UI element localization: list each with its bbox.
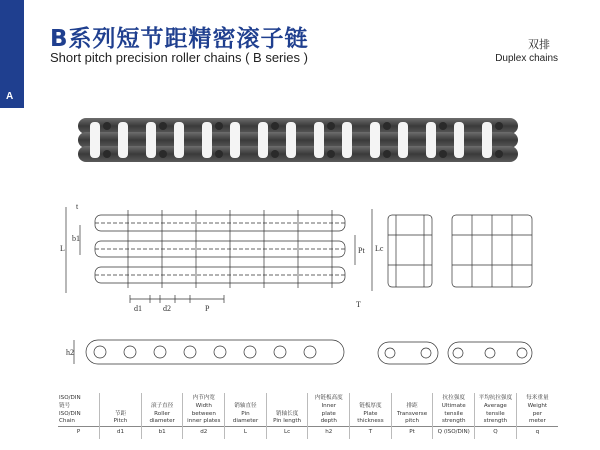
column-header [266, 393, 308, 427]
column-header-line: 链板厚度 [359, 402, 382, 409]
column-header-line: 节距 [114, 410, 127, 417]
column-symbol: Q (ISO/DIN) [433, 427, 475, 440]
symbol-row [58, 427, 558, 440]
column-header-line: meter [528, 418, 546, 425]
technical-drawing [0, 195, 600, 390]
column-header-line: inner plates [187, 418, 221, 425]
column-header-line: strength [441, 418, 466, 425]
column-header-line: ISO/DIN [59, 410, 81, 417]
column-symbol: P [58, 427, 100, 440]
column-header [475, 393, 517, 427]
column-header-line: Pin [241, 410, 250, 417]
dim-t: t [76, 202, 79, 211]
column-header-line: 销轴长度 [275, 410, 299, 417]
column-header [58, 393, 100, 427]
column-header-line: strength [483, 418, 508, 425]
column-header-line: Chain [59, 418, 75, 425]
column-header [433, 393, 475, 427]
column-header-line: diameter [232, 418, 259, 425]
column-header [100, 393, 142, 427]
column-header-line: Inner [321, 402, 336, 409]
column-header-line: Pitch [113, 418, 128, 425]
dim-pt: Pt [358, 246, 365, 255]
column-header-line: tensile [486, 410, 505, 417]
column-header-line: 排距 [406, 402, 418, 409]
chain-type-cn: 双排 [528, 38, 550, 51]
column-header-line: diameter [149, 418, 175, 425]
column-header-line: Roller [154, 410, 171, 417]
column-header-line: 每米重量 [526, 395, 549, 401]
section-tab [0, 0, 24, 108]
column-header-line: Average [483, 402, 507, 409]
column-header-line: between [191, 410, 216, 417]
dim-b1: b1 [72, 234, 80, 243]
column-header-line: Weight [527, 402, 548, 409]
column-header [516, 393, 558, 427]
page-subtitle: Short pitch precision roller chains ( B series ) [50, 50, 308, 65]
header-row [58, 393, 558, 427]
dim-p: P [205, 304, 210, 313]
spec-table [58, 393, 558, 450]
column-header-line: ISO/DIN [59, 395, 81, 401]
column-header [183, 393, 225, 427]
column-header-line: 抗拉强度 [442, 395, 465, 401]
column-header [391, 393, 433, 427]
column-header-line: thickness [357, 418, 384, 425]
column-symbol: q [516, 427, 558, 440]
page-title: B系列短节距精密滚子链 [50, 26, 309, 52]
column-header-line: 链号 [59, 402, 71, 409]
column-header-line: Pin length [273, 418, 302, 425]
dim-T: T [356, 300, 361, 309]
column-symbol: d2 [183, 427, 225, 440]
column-header [141, 393, 183, 427]
dim-d1: d1 [134, 304, 142, 313]
column-header-line: depth [320, 418, 337, 425]
column-symbol: d1 [100, 427, 142, 440]
column-header-line: Ultimate [441, 402, 466, 409]
column-symbol: b1 [141, 427, 183, 440]
column-symbol: Pt [391, 427, 433, 440]
chain-photo [70, 110, 530, 170]
column-header-line: 滚子直径 [150, 402, 174, 409]
column-header [225, 393, 267, 427]
column-header-line: Plate [363, 410, 378, 417]
dim-d2: d2 [163, 304, 171, 313]
column-symbol: h2 [308, 427, 350, 440]
column-header-line: plate [321, 410, 336, 417]
column-header-line: pitch [405, 418, 420, 425]
dim-L: L [60, 244, 65, 253]
column-header-line: 内节内宽 [192, 395, 215, 401]
dim-h2: h2 [66, 348, 74, 357]
column-header [350, 393, 392, 427]
column-header-line: Transverse [396, 410, 428, 417]
column-symbol: Q [475, 427, 517, 440]
column-symbol: T [350, 427, 392, 440]
column-header-line: tensile [444, 410, 464, 417]
column-symbol: L [225, 427, 267, 440]
dim-lc: Lc [375, 244, 384, 253]
column-header-line: 销轴直径 [234, 402, 257, 409]
column-header-line: 平均抗拉强度 [478, 395, 513, 401]
column-header [308, 393, 350, 427]
column-symbol: Lc [266, 427, 308, 440]
section-letter: A [6, 91, 14, 102]
chain-type-en: Duplex chains [495, 53, 558, 64]
column-header-line: 内链板高度 [314, 395, 343, 401]
column-header-line: per [532, 410, 542, 417]
column-header-line: Width [195, 402, 212, 409]
